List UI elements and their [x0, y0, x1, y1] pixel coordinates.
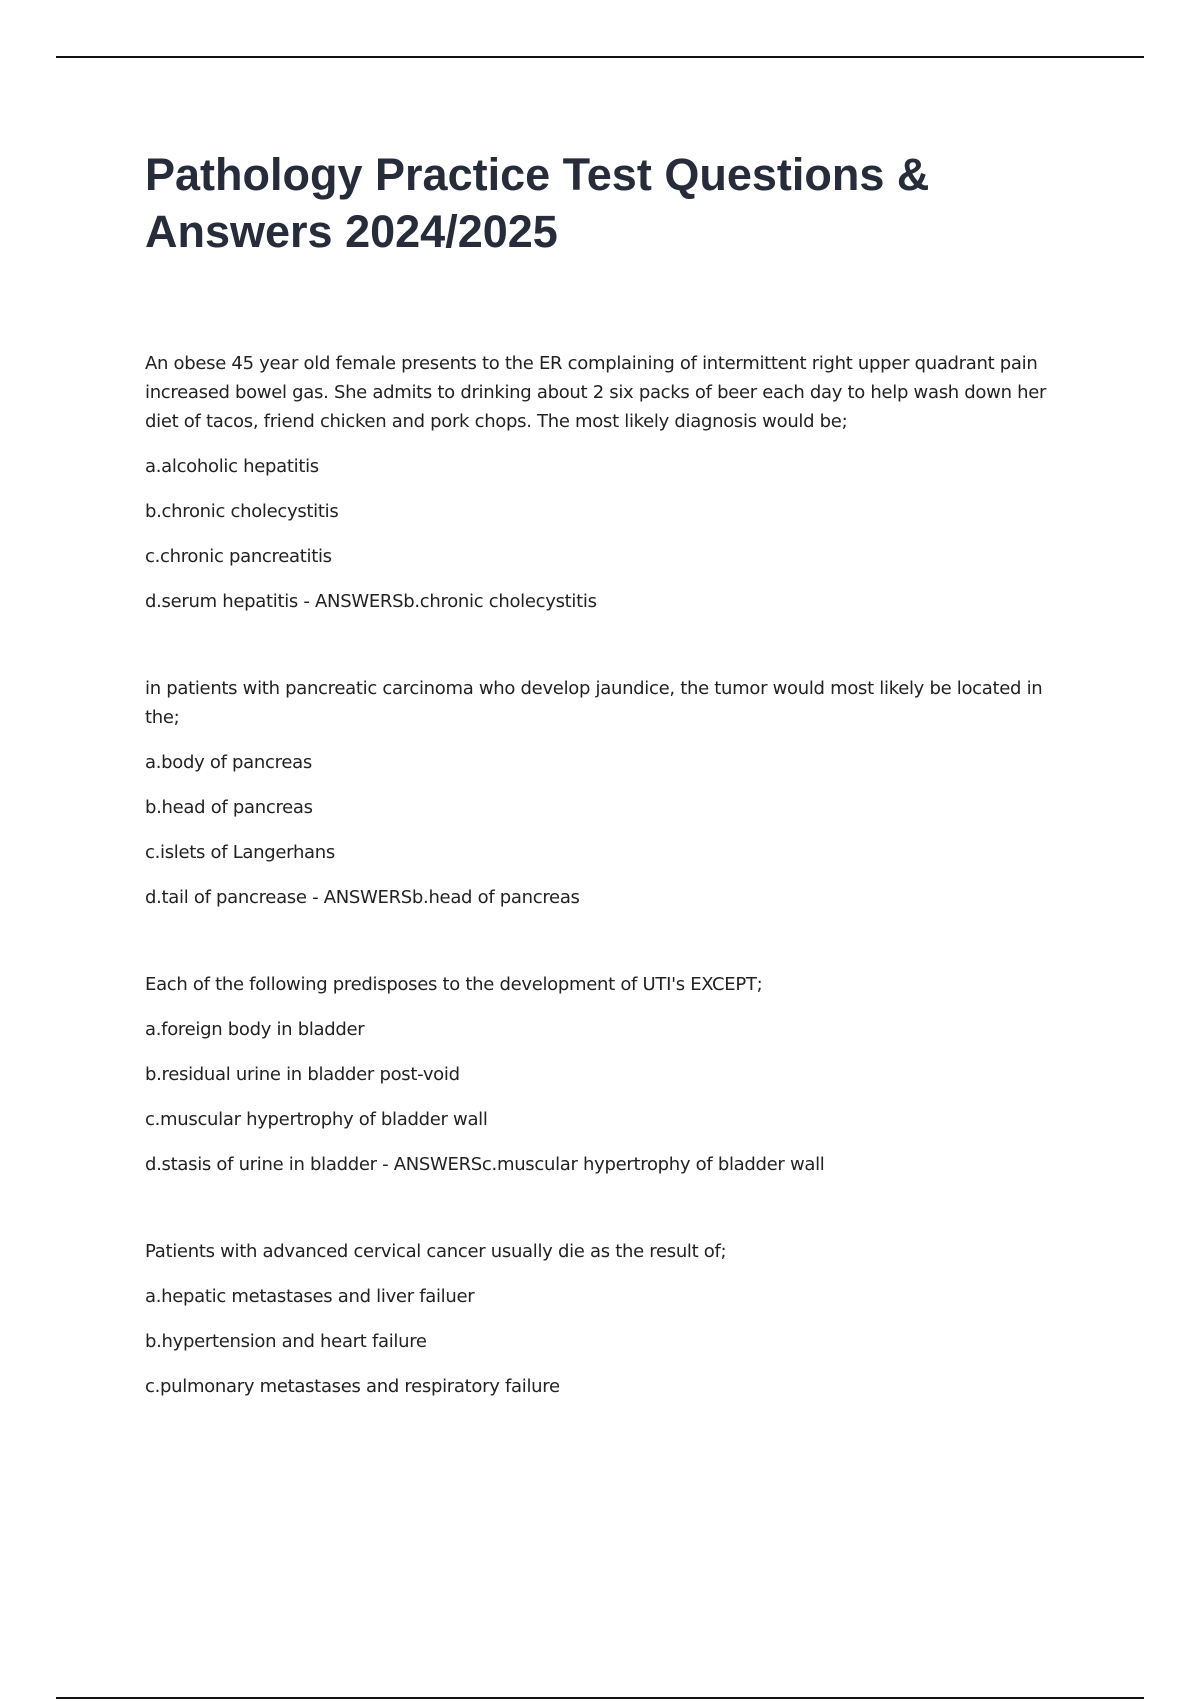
question-3	[145, 970, 1080, 1179]
answer-option-with-answer: d.stasis of urine in bladder - ANSWERSc.muscular hypertrophy of bladder wall	[145, 1154, 825, 1175]
answer-option: c.muscular hypertrophy of bladder wall	[145, 1109, 488, 1130]
answer-option: c.pulmonary metastases and respiratory failure	[145, 1376, 560, 1397]
question-prompt: Each of the following predisposes to the development of UTI's EXCEPT;	[145, 974, 763, 995]
answer-option: b.chronic cholecystitis	[145, 501, 339, 522]
question-list	[145, 349, 1080, 1401]
answer-option: c.islets of Langerhans	[145, 842, 335, 863]
document-title: Pathology Practice Test Questions & Answers 2024/2025	[145, 149, 930, 257]
question-2	[145, 674, 1080, 912]
question-prompt: in patients with pancreatic carcinoma who develop jaundice, the tumor would most likely be located in the;	[145, 678, 1043, 728]
answer-option: a.body of pancreas	[145, 752, 312, 773]
question-1	[145, 349, 1080, 616]
answer-option-with-answer: d.serum hepatitis - ANSWERSb.chronic cholecystitis	[145, 591, 597, 612]
header-rule	[56, 56, 1144, 58]
answer-option-with-answer: d.tail of pancrease - ANSWERSb.head of pancreas	[145, 887, 580, 908]
question-4	[145, 1237, 1080, 1401]
answer-option: a.alcoholic hepatitis	[145, 456, 319, 477]
answer-option: b.head of pancreas	[145, 797, 313, 818]
answer-option: c.chronic pancreatitis	[145, 546, 332, 567]
answer-option: a.hepatic metastases and liver failuer	[145, 1286, 475, 1307]
footer-rule	[56, 1697, 1144, 1699]
document-body	[145, 146, 1080, 1459]
answer-option: b.hypertension and heart failure	[145, 1331, 427, 1352]
answer-option: a.foreign body in bladder	[145, 1019, 365, 1040]
question-prompt: Patients with advanced cervical cancer usually die as the result of;	[145, 1241, 727, 1262]
answer-option: b.residual urine in bladder post-void	[145, 1064, 460, 1085]
question-prompt: An obese 45 year old female presents to the ER complaining of intermittent right upper quadrant pain increased bowel gas. She admits to drinking about 2 six packs of beer each day to help wash down her diet of tacos, friend chicken and pork chops. The most likely diagnosis would be;	[145, 353, 1047, 432]
